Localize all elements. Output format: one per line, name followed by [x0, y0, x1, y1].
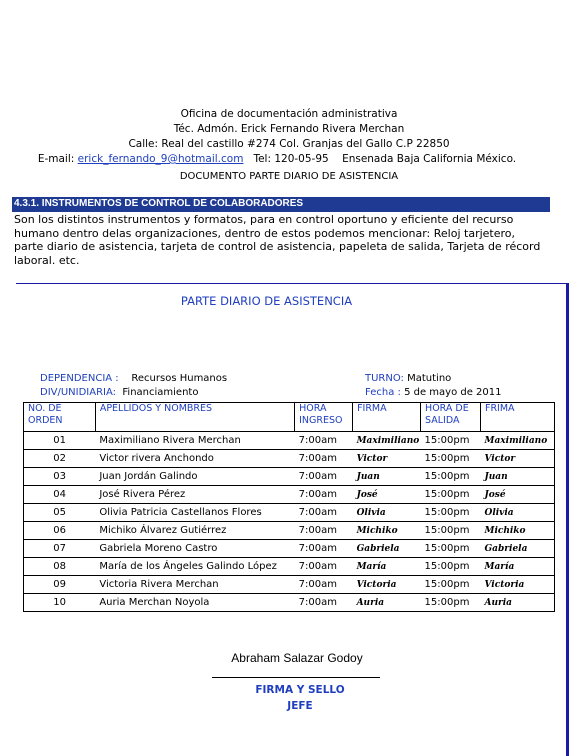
- col-checkout-header: HORA DE SALIDA: [421, 403, 481, 432]
- table-row: [24, 468, 555, 486]
- signature-out-cell: Gabriela: [480, 540, 554, 558]
- checkout-cell: 15:00pm: [421, 486, 481, 504]
- order-cell: 06: [24, 522, 96, 540]
- col-order-header: NO. DE ORDEN: [24, 403, 96, 432]
- signature-out-cell: Victor: [480, 450, 554, 468]
- signature-in-cell: Michiko: [353, 522, 421, 540]
- dependencia-row: [40, 372, 227, 386]
- division-value: Financiamiento: [122, 387, 199, 398]
- name-cell: María de los Ángeles Galindo López: [95, 558, 294, 576]
- checkout-cell: 15:00pm: [421, 558, 481, 576]
- technician-name: Téc. Admón. Erick Fernando Rivera Merchan: [173, 123, 405, 135]
- checkout-cell: 15:00pm: [421, 540, 481, 558]
- table-header-row: [24, 403, 555, 432]
- checkin-cell: 7:00am: [295, 450, 353, 468]
- col-signature-in-header: FIRMA: [353, 403, 421, 432]
- checkout-cell: 15:00pm: [421, 576, 481, 594]
- checkout-cell: 15:00pm: [421, 468, 481, 486]
- division-row: [40, 386, 198, 400]
- signature-in-cell: Maximiliano: [353, 432, 421, 450]
- section-text: Son los distintos instrumentos y formatos, para en control oportuno y eficiente del recurso humano dentro delas organizaciones, dentro de estos podemos mencionar: Reloj tarjetero, parte diario de asistencia, tarjeta de control de asistencia, papeleta de salida, Tarjeta de récord laboral. etc.: [14, 213, 541, 267]
- turno-row: [365, 372, 451, 386]
- fecha-value: 5 de mayo de 2011: [404, 387, 502, 398]
- dependencia-label: DEPENDENCIA :: [40, 373, 119, 384]
- signature-label: FIRMA Y SELLO: [255, 684, 345, 696]
- contact-line: [0, 152, 566, 167]
- table-row: [24, 450, 555, 468]
- col-name-header: APELLIDOS Y NOMBRES: [95, 403, 294, 432]
- signature-out-cell: Auria: [480, 594, 554, 612]
- order-cell: 05: [24, 504, 96, 522]
- turno-value: Matutino: [407, 373, 452, 384]
- signature-in-cell: Olivia: [353, 504, 421, 522]
- signature-in-cell: Gabriela: [353, 540, 421, 558]
- signature-in-cell: Auria: [353, 594, 421, 612]
- checkin-cell: 7:00am: [295, 558, 353, 576]
- col-checkin-header: HORA INGRESO: [295, 403, 353, 432]
- email-link[interactable]: erick_fernando_9@hotmail.com: [77, 153, 244, 165]
- signature-out-cell: Maximiliano: [480, 432, 554, 450]
- checkin-cell: 7:00am: [295, 594, 353, 612]
- division-label: DIV/UNIDIARIA:: [40, 387, 117, 398]
- email-label: E-mail:: [37, 153, 75, 165]
- phone: Tel: 120-05-95: [253, 153, 329, 165]
- fecha-label: Fecha :: [365, 387, 401, 398]
- table-row: [24, 432, 555, 450]
- checkout-cell: 15:00pm: [421, 594, 481, 612]
- city: Ensenada Baja California México.: [342, 153, 517, 165]
- order-cell: 03: [24, 468, 96, 486]
- name-cell: Maximiliano Rivera Merchan: [95, 432, 294, 450]
- boss-name: Abraham Salazar Godoy: [231, 651, 363, 665]
- signature-out-cell: María: [480, 558, 554, 576]
- section-divider: [12, 211, 550, 212]
- table-row: [24, 594, 555, 612]
- name-cell: Michiko Álvarez Gutiérrez: [95, 522, 294, 540]
- name-cell: Victoria Rivera Merchan: [95, 576, 294, 594]
- checkin-cell: 7:00am: [295, 432, 353, 450]
- signature-out-cell: Victoria: [480, 576, 554, 594]
- signature-in-cell: José: [353, 486, 421, 504]
- turno-label: TURNO:: [365, 373, 404, 384]
- table-row: [24, 558, 555, 576]
- dependencia-value: Recursos Humanos: [131, 373, 228, 384]
- signature-in-cell: Victoria: [353, 576, 421, 594]
- order-cell: 07: [24, 540, 96, 558]
- order-cell: 01: [24, 432, 96, 450]
- report-title: PARTE DIARIO DE ASISTENCIA: [180, 294, 353, 308]
- table-row: [24, 504, 555, 522]
- order-cell: 10: [24, 594, 96, 612]
- checkin-cell: 7:00am: [295, 522, 353, 540]
- name-cell: Victor rivera Anchondo: [95, 450, 294, 468]
- col-signature-out-header: FRIMA: [480, 403, 554, 432]
- table-row: [24, 540, 555, 558]
- signature-in-cell: Victor: [353, 450, 421, 468]
- address: Calle: Real del castillo #274 Col. Granjas del Gallo C.P 22850: [128, 138, 450, 150]
- checkout-cell: 15:00pm: [421, 450, 481, 468]
- frame-top-border: [16, 283, 568, 284]
- order-cell: 02: [24, 450, 96, 468]
- signature-out-cell: Olivia: [480, 504, 554, 522]
- signature-in-cell: Juan: [353, 468, 421, 486]
- checkin-cell: 7:00am: [295, 486, 353, 504]
- name-cell: Auria Merchan Noyola: [95, 594, 294, 612]
- signature-out-cell: José: [480, 486, 554, 504]
- office-name: Oficina de documentación administrativa: [180, 108, 398, 120]
- signature-in-cell: María: [353, 558, 421, 576]
- section-heading: 4.3.1. INSTRUMENTOS DE CONTROL DE COLABORADORES: [12, 197, 550, 211]
- checkin-cell: 7:00am: [295, 504, 353, 522]
- document-title: DOCUMENTO PARTE DIARIO DE ASISTENCIA: [179, 171, 399, 182]
- name-cell: Juan Jordán Galindo: [95, 468, 294, 486]
- order-cell: 04: [24, 486, 96, 504]
- order-cell: 08: [24, 558, 96, 576]
- attendance-table: [23, 402, 555, 612]
- checkout-cell: 15:00pm: [421, 522, 481, 540]
- boss-title: JEFE: [287, 700, 313, 712]
- table-row: [24, 486, 555, 504]
- checkin-cell: 7:00am: [295, 468, 353, 486]
- checkout-cell: 15:00pm: [421, 432, 481, 450]
- name-cell: Olivia Patricia Castellanos Flores: [95, 504, 294, 522]
- table-row: [24, 522, 555, 540]
- fecha-row: [365, 386, 502, 400]
- order-cell: 09: [24, 576, 96, 594]
- signature-line: [212, 677, 380, 678]
- table-row: [24, 576, 555, 594]
- checkin-cell: 7:00am: [295, 576, 353, 594]
- checkout-cell: 15:00pm: [421, 504, 481, 522]
- signature-out-cell: Michiko: [480, 522, 554, 540]
- name-cell: José Rivera Pérez: [95, 486, 294, 504]
- signature-out-cell: Juan: [480, 468, 554, 486]
- checkin-cell: 7:00am: [295, 540, 353, 558]
- name-cell: Gabriela Moreno Castro: [95, 540, 294, 558]
